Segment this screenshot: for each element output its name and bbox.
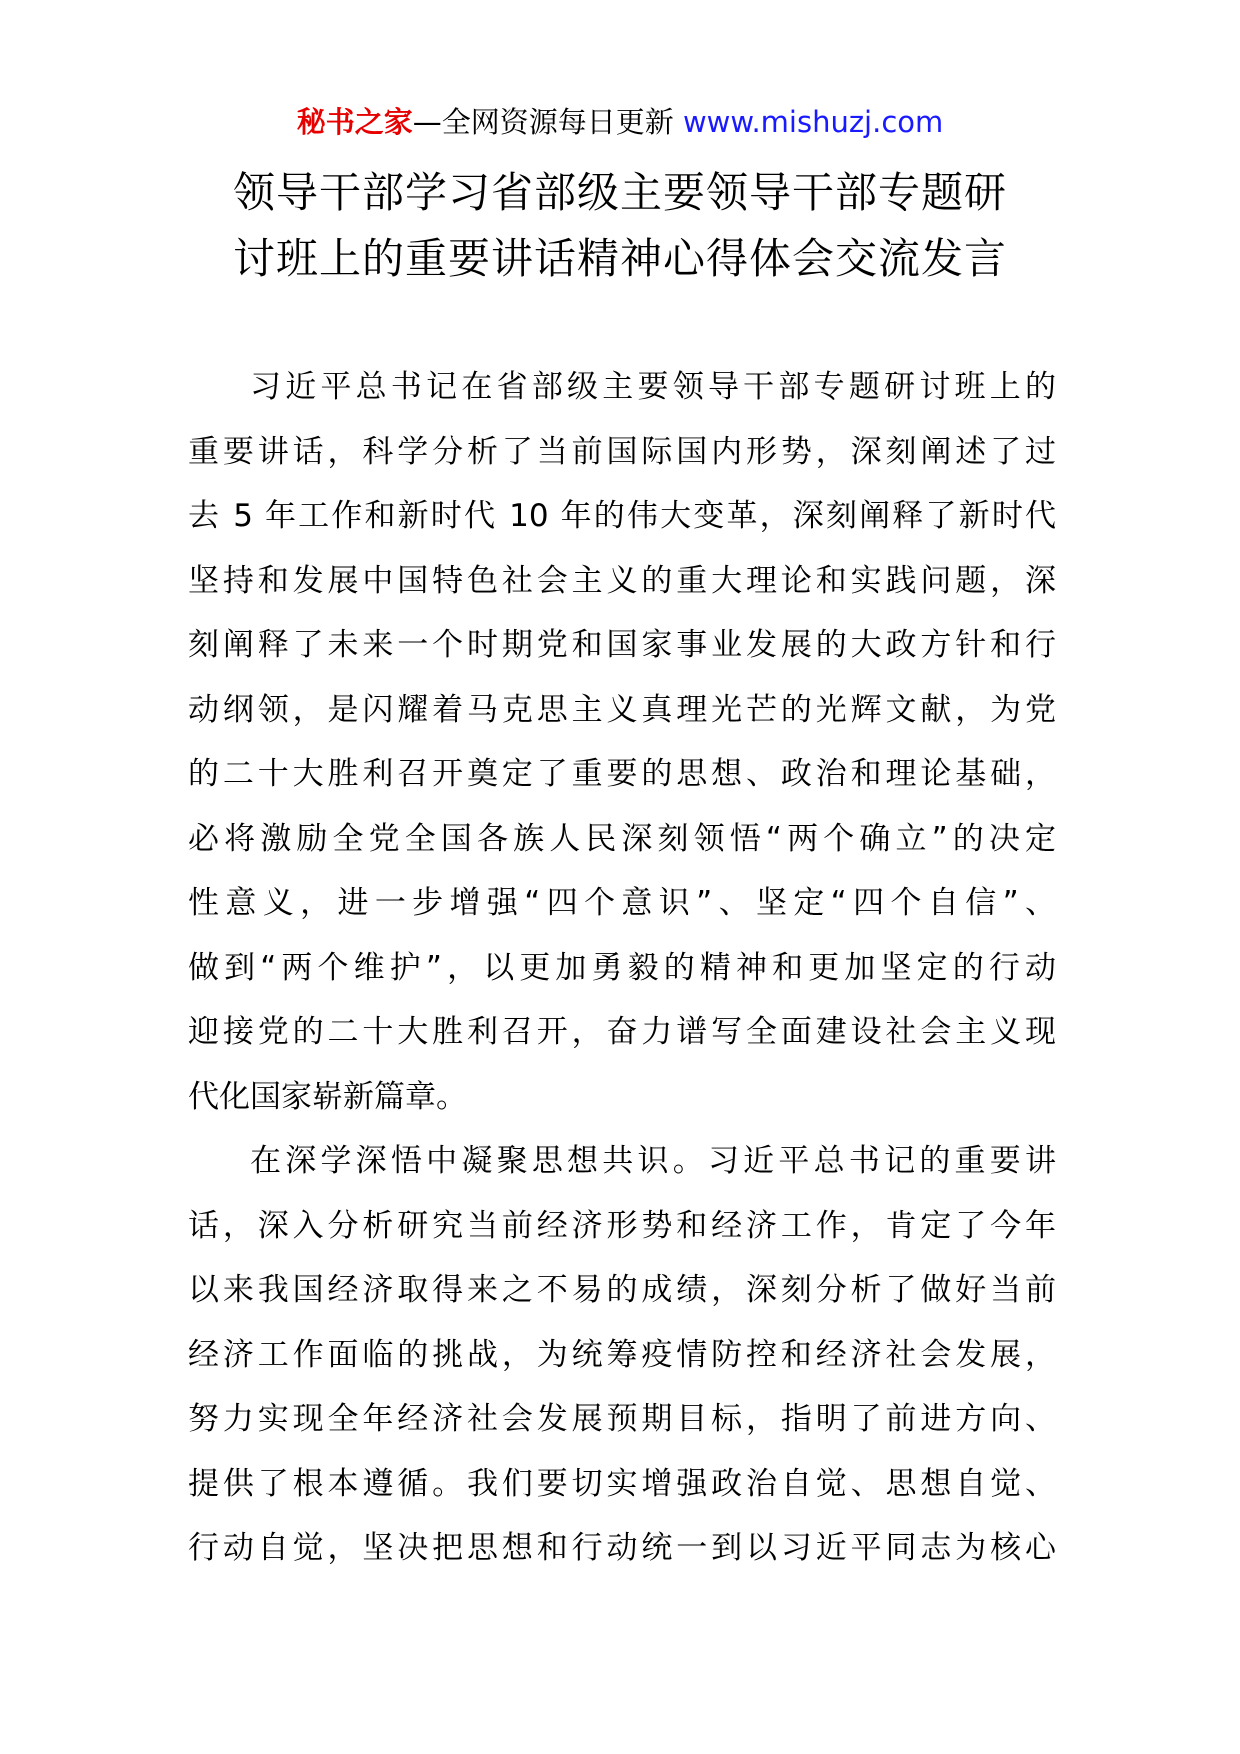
paragraph-line: 坚持和发展中国特色社会主义的重大理论和实践问题，深 bbox=[188, 562, 1056, 599]
paragraph-line: 努力实现全年经济社会发展预期目标，指明了前进方向、 bbox=[188, 1401, 1056, 1437]
site-header bbox=[0, 100, 1240, 144]
paragraph-line: 经济工作面临的挑战，为统筹疫情防控和经济社会发展， bbox=[188, 1336, 1056, 1373]
header-tagline: —全网资源每日更新 bbox=[412, 105, 674, 139]
paragraph-line: 以来我国经济取得来之不易的成绩，深刻分析了做好当前 bbox=[188, 1272, 1056, 1308]
paragraph-line: 的二十大胜利召开奠定了重要的思想、政治和理论基础， bbox=[188, 756, 1056, 792]
paragraph-line: 重要讲话，科学分析了当前国际国内形势，深刻阐述了过 bbox=[188, 433, 1056, 470]
paragraph-1 bbox=[188, 355, 1056, 1129]
title-line-1: 领导干部学习省部级主要领导干部专题研 bbox=[232, 168, 1007, 217]
paragraph-line: 去 5 年工作和新时代 10 年的伟大变革，深刻阐释了新时代 bbox=[188, 498, 1056, 534]
brand-name: 秘书之家 bbox=[296, 105, 413, 139]
paragraph-line: 话，深入分析研究当前经济形势和经济工作，肯定了今年 bbox=[188, 1207, 1056, 1244]
paragraph-line: 习近平总书记在省部级主要领导干部专题研讨班上的 bbox=[250, 369, 1056, 405]
paragraph-line: 代化国家崭新篇章。 bbox=[188, 1078, 467, 1115]
paragraph-line: 动纲领，是闪耀着马克思主义真理光芒的光辉文献，为党 bbox=[188, 691, 1056, 728]
document-title bbox=[200, 160, 1040, 292]
paragraph-line: 提供了根本遵循。我们要切实增强政治自觉、思想自觉、 bbox=[188, 1465, 1056, 1502]
title-line-2: 讨班上的重要讲话精神心得体会交流发言 bbox=[232, 234, 1007, 283]
paragraph-line: 在深学深悟中凝聚思想共识。习近平总书记的重要讲 bbox=[250, 1143, 1056, 1179]
paragraph-line: 性意义，进一步增强“四个意识”、坚定“四个自信”、 bbox=[188, 885, 1056, 921]
paragraph-2 bbox=[188, 1129, 1056, 1581]
paragraph-line: 必将激励全党全国各族人民深刻领悟“两个确立”的决定 bbox=[188, 820, 1056, 857]
site-url-link[interactable]: www.mishuzj.com bbox=[682, 105, 944, 139]
paragraph-line: 行动自觉，坚决把思想和行动统一到以习近平同志为核心 bbox=[188, 1530, 1056, 1566]
paragraph-line: 刻阐释了未来一个时期党和国家事业发展的大政方针和行 bbox=[188, 627, 1056, 663]
paragraph-line: 迎接党的二十大胜利召开，奋力谱写全面建设社会主义现 bbox=[188, 1014, 1056, 1050]
document-body bbox=[188, 355, 1056, 1581]
paragraph-line: 做到“两个维护”，以更加勇毅的精神和更加坚定的行动 bbox=[188, 949, 1056, 986]
